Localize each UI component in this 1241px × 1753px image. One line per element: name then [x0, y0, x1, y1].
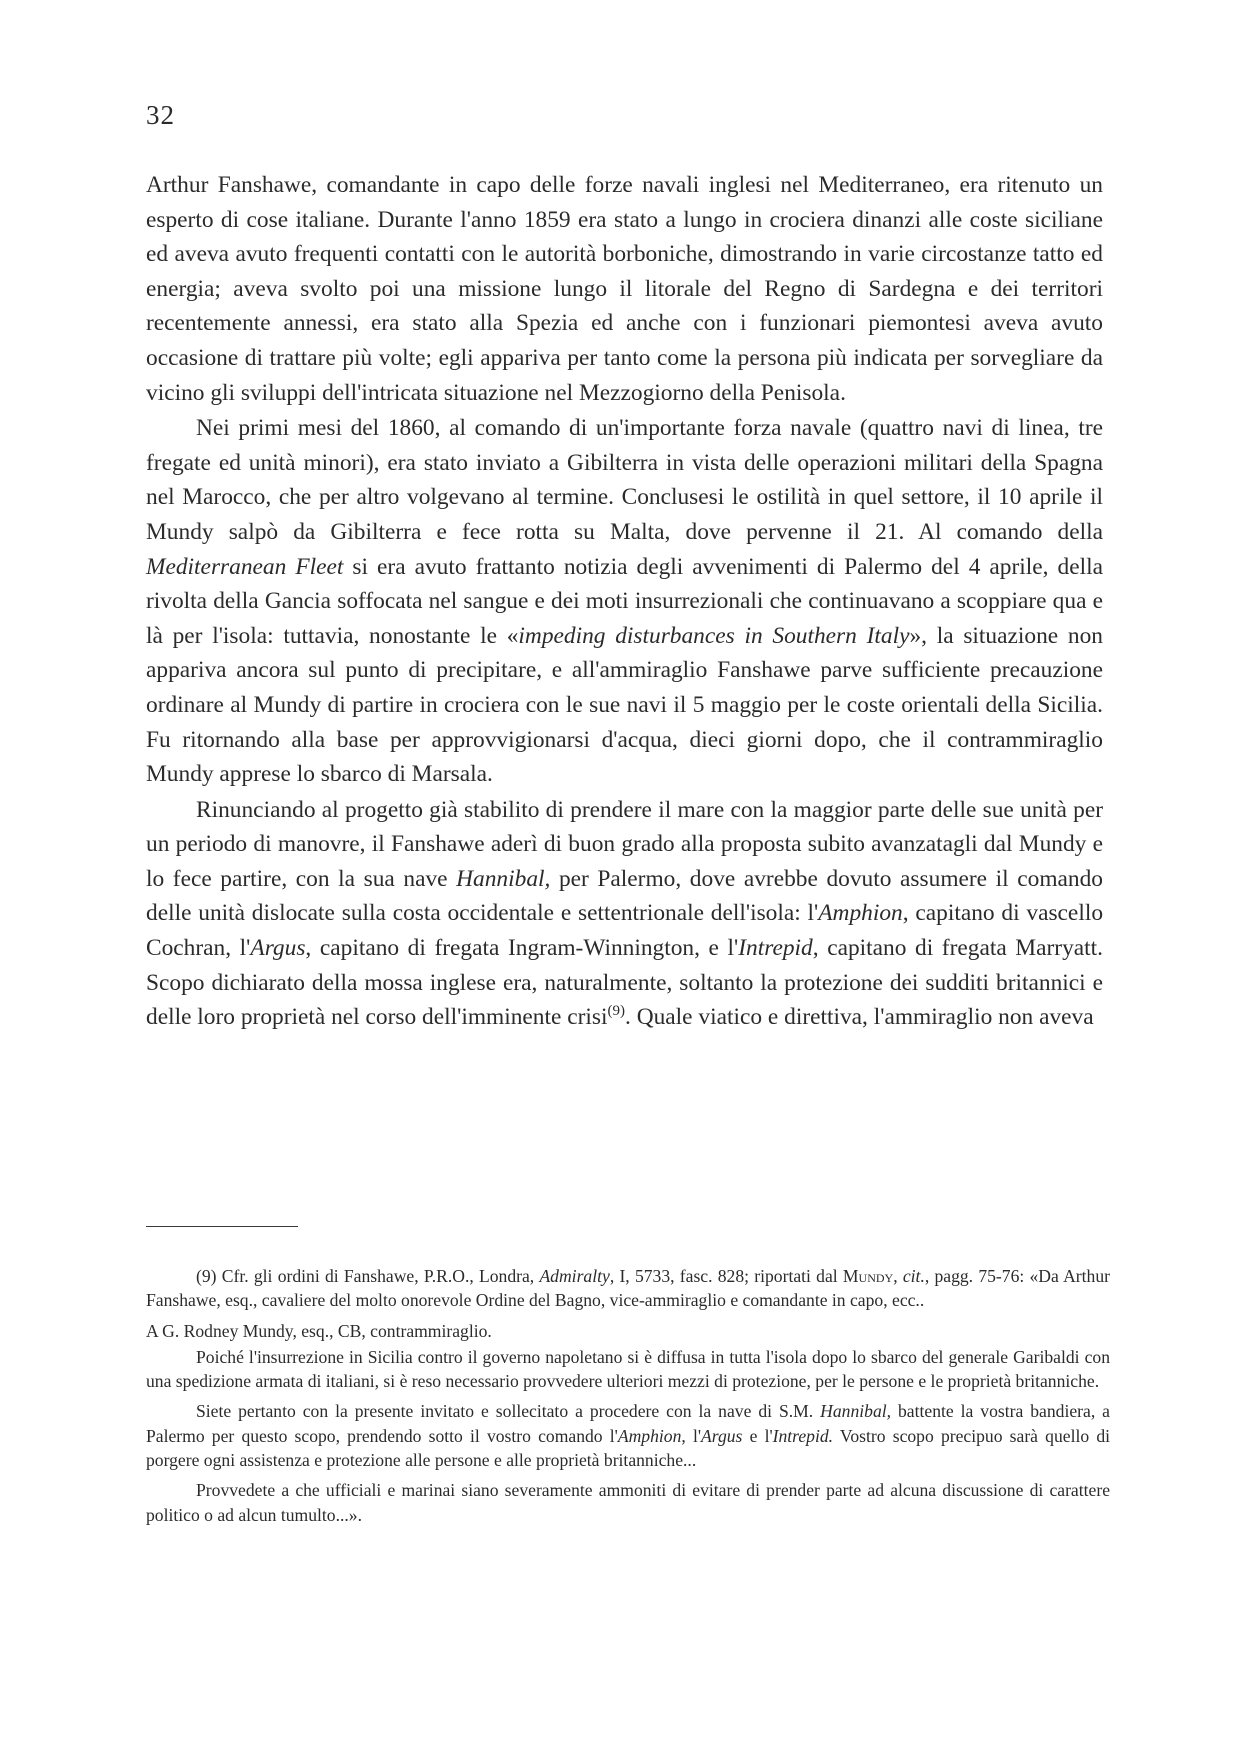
paragraph	[146, 793, 1103, 1035]
paragraph	[146, 411, 1103, 792]
text-run: Siete pertanto con la presente invitato e sollecitato a procedere con la nave di S.M.	[196, 1401, 821, 1422]
text-run: . Quale viatico e direttiva, l'ammiraglio non aveva	[625, 1004, 1094, 1031]
italic-text: Intrepid.	[772, 1425, 834, 1446]
italic-text: Argus	[701, 1425, 743, 1446]
italic-text: impeding disturbances in Southern Italy	[518, 622, 910, 649]
footnote-paragraph	[146, 1478, 1110, 1527]
italic-text: Admiralty	[539, 1266, 610, 1286]
footnote-separator	[146, 1226, 298, 1227]
text-run: », la situazione non appariva ancora sul punto di precipitare, e all'ammiraglio Fanshawe parve sufficiente precauzione ordinare al Mundy di partire in crociera con le sue navi il 5 maggio per le coste orientali della Sicilia. Fu ritornando alla base per approvvigionarsi d'acqua, dieci giorni dopo, che il contrammiraglio Mundy apprese lo sbarco di Marsala.	[146, 622, 1103, 788]
page-number: 32	[146, 100, 175, 130]
italic-text: Hannibal,	[456, 865, 551, 892]
italic-text: Mediterranean Fleet	[146, 553, 344, 580]
italic-text: Argus	[250, 935, 306, 962]
footnote-paragraph	[146, 1319, 1110, 1343]
text-run: , I, 5733, fasc. 828; riportati dal	[609, 1266, 843, 1286]
text-run: , pagg. 75-76: «Da Arthur Fanshawe, esq., cavaliere del molto onorevole Ordine del Bagno, vice-ammiraglio e comandante in capo, ecc..	[146, 1266, 1110, 1311]
text-run: , capitano di fregata Marryatt. Scopo dichiarato della mossa inglese era, naturalmente, soltanto la protezione dei sudditi britannici e delle loro proprietà nel corso dell'imminente crisi	[146, 935, 1103, 1031]
paragraph	[146, 168, 1103, 410]
italic-text: Hannibal,	[820, 1401, 892, 1422]
text-run: Vostro scopo precipuo sarà quello di porgere ogni assistenza e protezione alle persone e alle proprietà britanniche...	[146, 1425, 1110, 1471]
footnotes	[146, 1264, 1110, 1533]
italic-text: cit.	[902, 1266, 925, 1286]
footnote-paragraph	[146, 1264, 1110, 1313]
italic-text: Amphion	[617, 1425, 682, 1446]
italic-text: Intrepid	[738, 935, 813, 962]
footnote-paragraph	[146, 1399, 1110, 1472]
text-run: Rinunciando al progetto già stabilito di prendere il mare con la maggior parte delle sue unità per un periodo di manovre, il Fanshawe aderì di buon grado alla proposta subito avanzatagli dal Mundy e lo fece partire, con la sua nave	[146, 796, 1103, 892]
text-run: , capitano di fregata Ingram-Winnington, e l'	[305, 935, 739, 962]
footnote-paragraph	[146, 1345, 1110, 1394]
text-run: Poiché l'insurrezione in Sicilia contro il governo napoletano si è diffusa in tutta l'isola dopo lo sbarco del generale Garibaldi con una spedizione armata di italiani, si è reso necessario provvedere ulteriori mezzi di protezione, per le persone e le proprietà britanniche.	[146, 1346, 1110, 1392]
text-run: per Palermo, dove avrebbe dovuto assumere il comando delle unità dislocate sulla costa occidentale e settentrionale dell'isola: l'	[146, 865, 1103, 927]
text-run: Arthur Fanshawe, comandante in capo delle forze navali inglesi nel Mediterraneo, era ritenuto un esperto di cose italiane. Durante l'anno 1859 era stato a lungo in crociera dinanzi alle coste siciliane ed aveva avuto frequenti contatti con le autorità borboniche, dimostrando in varie circostanze tatto ed energia; aveva svolto poi una missione lungo il litorale del Regno di Sardegna e dei territori recentemente annessi, era stato alla Spezia ed anche con i funzionari piemontesi aveva avuto occasione di trattare più volte; egli appariva per tanto come la persona più indicata per sorvegliare da vicino gli sviluppi dell'intricata situazione nel Mezzogiorno della Penisola.	[146, 172, 1103, 406]
text-run: battente la vostra bandiera, a Palermo per questo scopo, prendendo sotto il vostro comando l'	[146, 1401, 1110, 1446]
italic-text: Amphion	[818, 900, 903, 927]
author-name: Mundy	[842, 1266, 894, 1286]
text-run: ,	[893, 1266, 903, 1286]
text-run: si era avuto frattanto notizia degli avvenimenti di Palermo del 4 aprile, della rivolta della Gancia soffocata nel sangue e dei moti insurrezionali che continuavano a scoppiare qua e là per l'isola: tuttavia, nonostante le «	[146, 553, 1103, 649]
footnote-ref: (9)	[607, 1003, 625, 1020]
text-run: (9) Cfr. gli ordini di Fanshawe, P.R.O., Londra,	[196, 1266, 540, 1286]
text-run: A G. Rodney Mundy, esq., CB, contrammiraglio.	[146, 1320, 492, 1341]
main-text	[146, 168, 1103, 1035]
text-run: Provvedete a che ufficiali e marinai siano severamente ammoniti di evitare di prender parte ad alcuna discussione di carattere politico o ad alcun tumulto...».	[146, 1480, 1110, 1525]
text-run: , l'	[681, 1425, 702, 1446]
text-run: , capitano di vascello Cochran, l'	[146, 900, 1104, 962]
text-run: e l'	[742, 1425, 773, 1446]
text-run: Nei primi mesi del 1860, al comando di un'importante forza navale (quattro navi di linea, tre fregate ed unità minori), era stato inviato a Gibilterra in vista delle operazioni militari della Spagna nel Marocco, che per altro volgevano al termine. Conclusesi le ostilità in quel settore, il 10 aprile il Mundy salpò da Gibilterra e fece rotta su Malta, dove pervenne il 21. Al comando della	[146, 415, 1103, 545]
